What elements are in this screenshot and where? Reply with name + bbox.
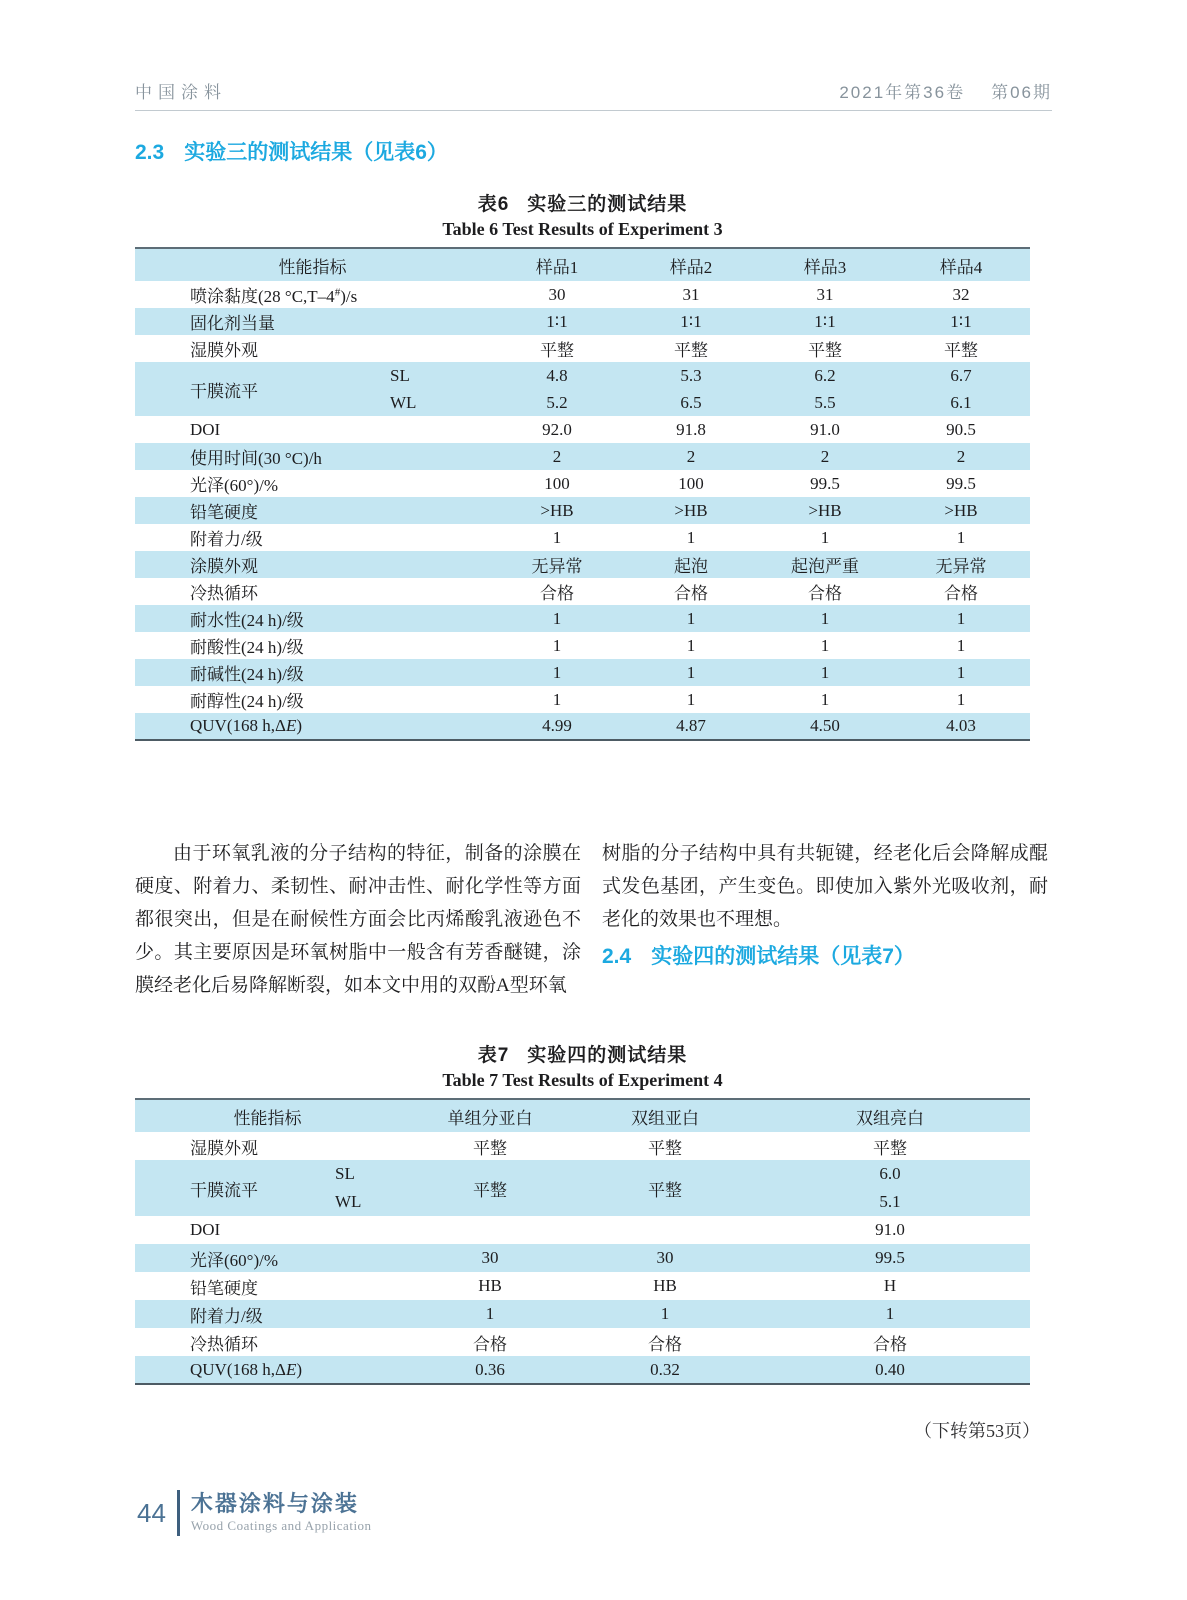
table-cell: 2	[624, 443, 758, 470]
table-cell: 1∶1	[624, 308, 758, 335]
table-cell: 1	[750, 1300, 1030, 1328]
table-cell: 30	[580, 1244, 750, 1272]
table-cell: 100	[544, 473, 570, 493]
table-cell: 1	[490, 605, 624, 632]
column-header: 性能指标	[135, 1099, 400, 1132]
column-header: 样品3	[758, 248, 892, 281]
table-cell: 合格	[540, 584, 574, 603]
journal-name: 中国涂料	[135, 83, 227, 102]
column-header: 样品4	[892, 248, 1030, 281]
table-cell: 1	[758, 659, 892, 686]
body-text	[135, 837, 1049, 1002]
table-cell: 90.5	[946, 419, 976, 439]
body-column-right	[602, 837, 1048, 1002]
table-row	[135, 416, 1030, 443]
table-cell: 4.8	[490, 362, 624, 389]
table-cell: 1∶1	[490, 308, 624, 335]
table-header-row	[135, 1099, 1030, 1132]
table-cell: 6.1	[892, 389, 1030, 416]
table-cell: 6.0	[750, 1160, 1030, 1188]
table6-caption-zh: 表6 实验三的测试结果	[477, 194, 688, 215]
table-row	[135, 281, 1030, 308]
footer-column-titles	[191, 1492, 372, 1534]
table-cell: 31	[816, 284, 834, 304]
column-header: 样品2	[624, 248, 758, 281]
footer-column-zh: 木器涂料与涂装	[190, 1490, 359, 1516]
table-cell: >HB	[490, 497, 624, 524]
table-cell: 1	[892, 659, 1030, 686]
table-cell	[400, 1216, 580, 1244]
table-cell: 0.32	[580, 1356, 750, 1384]
table-cell: 5.1	[750, 1188, 1030, 1216]
table-cell: 2	[758, 443, 892, 470]
table-row	[135, 578, 1030, 605]
row-label: QUV(168 h,ΔE)	[135, 1356, 400, 1384]
row-label: 固化剂当量	[135, 308, 490, 335]
table-cell: 1	[552, 689, 562, 709]
table-cell: 1	[820, 635, 830, 655]
table-cell: 0.40	[750, 1356, 1030, 1384]
table-cell: 32	[952, 284, 970, 304]
section-title: 实验三的测试结果（见表6）	[184, 141, 448, 164]
table-cell: 起泡	[624, 551, 758, 578]
table-cell: 1	[686, 689, 696, 709]
row-label: DOI	[190, 1220, 221, 1239]
table-cell: 100	[678, 473, 704, 493]
table-cell: 1	[400, 1300, 580, 1328]
table-row	[135, 362, 1030, 389]
row-label: DOI	[190, 419, 221, 439]
table-cell: 30	[400, 1244, 580, 1272]
row-sublabel: WL	[390, 389, 490, 416]
table-cell: 1	[624, 659, 758, 686]
table-cell: 平整	[540, 341, 574, 360]
table-cell: 1	[820, 527, 830, 547]
table-cell: H	[883, 1276, 897, 1295]
table-cell: HB	[478, 1276, 502, 1295]
table-cell	[580, 1216, 750, 1244]
column-header: 双组亚白	[580, 1099, 750, 1132]
section-number: 2.4	[602, 945, 632, 968]
table-cell: >HB	[758, 497, 892, 524]
row-label: 喷涂黏度(28 °C,T–4#)/s	[190, 286, 358, 306]
table-cell: 31	[682, 284, 700, 304]
issue-label: 第06期	[991, 83, 1052, 102]
table-cell: 91.0	[810, 419, 840, 439]
column-header: 样品1	[490, 248, 624, 281]
table-cell: 1	[758, 605, 892, 632]
table-cell: 99.5	[946, 473, 976, 493]
table-cell: 平整	[648, 1138, 682, 1158]
page-footer	[137, 1490, 372, 1536]
table-row	[135, 713, 1030, 740]
table-row	[135, 605, 1030, 632]
table-cell: 5.2	[490, 389, 624, 416]
table-cell: 91.0	[875, 1220, 905, 1239]
table-row	[135, 686, 1030, 713]
table-row	[135, 1328, 1030, 1356]
table6-block	[135, 189, 1030, 741]
table7	[135, 1098, 1030, 1385]
row-label: 耐水性(24 h)/级	[135, 605, 490, 632]
section-heading-2-3	[135, 142, 1052, 163]
section-number: 2.3	[135, 141, 165, 164]
table6	[135, 247, 1030, 741]
row-label: 冷热循环	[190, 1334, 258, 1354]
table-row	[135, 470, 1030, 497]
table-row	[135, 1356, 1030, 1384]
table-cell: 1∶1	[758, 308, 892, 335]
table-cell: 30	[548, 284, 566, 304]
row-label: 光泽(60°)/%	[190, 476, 279, 495]
table6-caption-en: Table 6 Test Results of Experiment 3	[442, 219, 723, 239]
table-header-row	[135, 248, 1030, 281]
table-cell: 平整	[580, 1160, 750, 1216]
issue-info	[839, 78, 1052, 103]
footer-column-en: Wood Coatings and Application	[190, 1518, 372, 1534]
row-label: 干膜流平	[135, 362, 390, 416]
table-row	[135, 1132, 1030, 1160]
volume-label: 2021年第36卷	[839, 83, 966, 102]
column-header: 双组亮白	[750, 1099, 1030, 1132]
table-cell: 2	[892, 443, 1030, 470]
body-column-left	[135, 837, 581, 1002]
row-label: 耐酸性(24 h)/级	[190, 638, 304, 657]
table-cell: >HB	[892, 497, 1030, 524]
table-cell: 1	[956, 635, 966, 655]
table-cell: 1	[956, 527, 966, 547]
table-cell: 6.5	[624, 389, 758, 416]
table-cell: 合格	[473, 1334, 507, 1354]
table-cell: 1	[892, 605, 1030, 632]
row-label: 冷热循环	[190, 584, 258, 603]
footer-divider-bar	[177, 1490, 180, 1536]
table-cell: 5.3	[624, 362, 758, 389]
table-cell: 4.50	[758, 713, 892, 740]
section-title: 实验四的测试结果（见表7）	[651, 945, 915, 968]
page-number: 44	[137, 1497, 166, 1528]
row-sublabel: SL	[390, 362, 490, 389]
paragraph-right: 树脂的分子结构中具有共轭键，经老化后会降解成醌式发色基团，产生变色。即使加入紫外光吸收剂，耐老化的效果也不理想。	[602, 843, 1048, 930]
row-label: 涂膜外观	[135, 551, 490, 578]
table-cell: 平整	[674, 341, 708, 360]
continuation-note: （下转第53页）	[914, 1421, 1040, 1441]
table-row	[135, 443, 1030, 470]
row-label: 使用时间(30 °C)/h	[135, 443, 490, 470]
row-label: 耐碱性(24 h)/级	[135, 659, 490, 686]
table-row	[135, 524, 1030, 551]
table-cell: 99.5	[750, 1244, 1030, 1272]
table-cell: 6.2	[758, 362, 892, 389]
table-cell: 92.0	[542, 419, 572, 439]
table-row	[135, 1272, 1030, 1300]
row-label: 湿膜外观	[190, 1138, 258, 1158]
table-cell: 平整	[808, 341, 842, 360]
table-row	[135, 1244, 1030, 1272]
column-header: 单组分亚白	[400, 1099, 580, 1132]
table-cell: HB	[653, 1276, 677, 1295]
table-row	[135, 632, 1030, 659]
table-cell: 1	[580, 1300, 750, 1328]
column-header: 性能指标	[135, 248, 490, 281]
table7-block	[135, 1040, 1030, 1385]
row-label: 湿膜外观	[190, 341, 258, 360]
table-cell: 无异常	[490, 551, 624, 578]
table-row	[135, 1160, 1030, 1188]
table-cell: 1	[820, 689, 830, 709]
table-cell: 1∶1	[892, 308, 1030, 335]
table-row	[135, 1300, 1030, 1328]
table-cell: 4.03	[892, 713, 1030, 740]
table-cell: 合格	[674, 584, 708, 603]
table-cell: 1	[552, 635, 562, 655]
table-cell: 1	[490, 659, 624, 686]
table-cell: 5.5	[758, 389, 892, 416]
table-cell: 6.7	[892, 362, 1030, 389]
row-label: 附着力/级	[135, 1300, 400, 1328]
row-label: 光泽(60°)/%	[135, 1244, 400, 1272]
table-cell: 合格	[944, 584, 978, 603]
table-cell: 平整	[473, 1138, 507, 1158]
table-cell: 合格	[873, 1334, 907, 1354]
table-cell: 平整	[400, 1160, 580, 1216]
table-cell: 1	[956, 689, 966, 709]
table-cell: 1	[686, 635, 696, 655]
paragraph-left: 由于环氧乳液的分子结构的特征，制备的涂膜在硬度、附着力、柔韧性、耐冲击性、耐化学性等方面都很突出，但是在耐候性方面会比丙烯酸乳液逊色不少。其主要原因是环氧树脂中一般含有芳香醚键，涂膜经老化后易降解断裂，如本文中用的双酚A型环氧	[135, 843, 581, 996]
table-cell: >HB	[624, 497, 758, 524]
row-label: 铅笔硬度	[135, 497, 490, 524]
row-label: 铅笔硬度	[190, 1278, 258, 1298]
table-cell: 99.5	[810, 473, 840, 493]
table-cell: 无异常	[892, 551, 1030, 578]
section-heading-2-4	[602, 942, 1048, 972]
row-label: 耐醇性(24 h)/级	[190, 692, 304, 711]
table-row	[135, 551, 1030, 578]
table-cell: 合格	[808, 584, 842, 603]
row-label: 附着力/级	[190, 530, 263, 549]
table-row	[135, 659, 1030, 686]
table-cell: 平整	[944, 341, 978, 360]
row-label: 干膜流平	[135, 1160, 335, 1216]
table-cell: 91.8	[676, 419, 706, 439]
table-cell: 2	[490, 443, 624, 470]
content-area	[135, 0, 1052, 1443]
table-row	[135, 308, 1030, 335]
row-label: QUV(168 h,ΔE)	[135, 713, 490, 740]
table-cell: 1	[686, 527, 696, 547]
table-row	[135, 1216, 1030, 1244]
table-cell: 4.87	[624, 713, 758, 740]
running-head	[135, 0, 1052, 111]
table-row	[135, 335, 1030, 362]
table-cell: 4.99	[490, 713, 624, 740]
table7-caption-en: Table 7 Test Results of Experiment 4	[442, 1070, 723, 1090]
table-cell: 平整	[873, 1138, 907, 1158]
row-sublabel: WL	[335, 1188, 400, 1216]
row-sublabel: SL	[335, 1160, 400, 1188]
table7-caption-zh: 表7 实验四的测试结果	[477, 1045, 688, 1066]
table-row	[135, 497, 1030, 524]
table-cell: 0.36	[400, 1356, 580, 1384]
table-cell: 1	[624, 605, 758, 632]
table-cell: 1	[552, 527, 562, 547]
table-cell: 起泡严重	[758, 551, 892, 578]
table-cell: 合格	[648, 1334, 682, 1354]
